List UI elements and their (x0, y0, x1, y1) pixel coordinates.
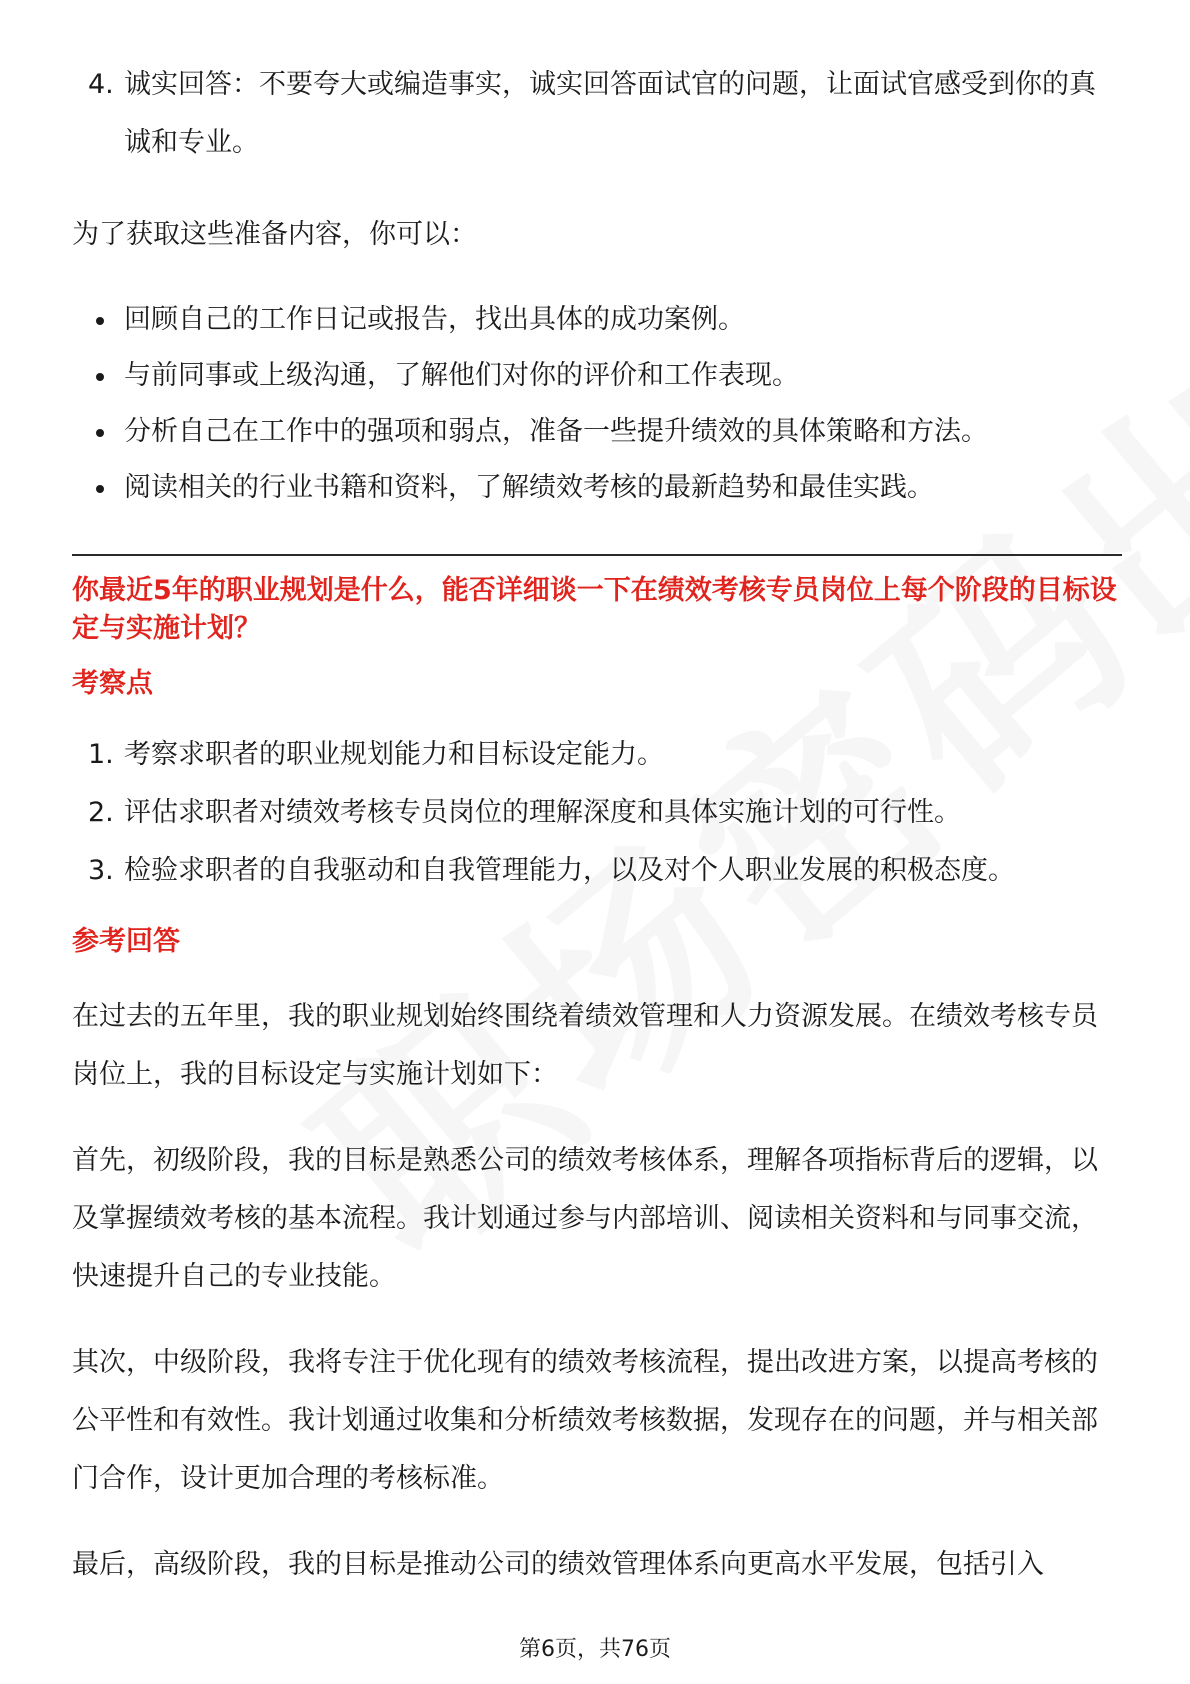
list-item-text: 阅读相关的行业书籍和资料，了解绩效考核的最新趋势和最佳实践。 (124, 472, 934, 503)
assessment-heading: 考察点 (72, 668, 153, 699)
answer-paragraph: 首先，初级阶段，我的目标是熟悉公司的绩效考核体系，理解各项指标背后的逻辑，以及掌握绩效考核的基本流程。我计划通过参与内部培训、阅读相关资料和与同事交流，快速提升自己的专业技能。 (72, 1145, 1098, 1292)
list-item (72, 842, 1122, 900)
answer-paragraph: 最后，高级阶段，我的目标是推动公司的绩效管理体系向更高水平发展，包括引入 (72, 1549, 1044, 1580)
list-number: 2. (88, 797, 114, 828)
bullet-icon (96, 429, 104, 437)
question-title: 你最近5年的职业规划是什么，能否详细谈一下在绩效考核专员岗位上每个阶段的目标设定与实施计划？ (72, 575, 1117, 644)
list-item (72, 348, 1122, 404)
answer-paragraph: 在过去的五年里，我的职业规划始终围绕着绩效管理和人力资源发展。在绩效考核专员岗位上，我的目标设定与实施计划如下： (72, 1001, 1098, 1090)
bullet-icon (96, 317, 104, 325)
list-number: 1. (88, 739, 114, 770)
list-item-text: 回顾自己的工作日记或报告，找出具体的成功案例。 (124, 304, 745, 335)
list-item-text: 考察求职者的职业规划能力和目标设定能力。 (124, 739, 664, 770)
list-item-text: 分析自己在工作中的强项和弱点，准备一些提升绩效的具体策略和方法。 (124, 416, 988, 447)
list-item (72, 404, 1122, 460)
page-content (72, 56, 1122, 1594)
list-item (72, 292, 1122, 348)
bullet-icon (96, 485, 104, 493)
list-item (72, 726, 1122, 784)
answer-heading: 参考回答 (72, 926, 180, 957)
bullet-icon (96, 373, 104, 381)
list-item (72, 784, 1122, 842)
assessment-list (72, 726, 1122, 900)
list-item (72, 460, 1122, 516)
list-number: 3. (88, 855, 114, 886)
list-item-text: 检验求职者的自我驱动和自我管理能力，以及对个人职业发展的积极态度。 (124, 855, 1015, 886)
prep-bullet-list (72, 292, 1122, 516)
tips-list (72, 56, 1122, 172)
prep-intro: 为了获取这些准备内容，你可以： (72, 219, 477, 250)
list-item-text: 诚实回答：不要夸大或编造事实，诚实回答面试官的问题，让面试官感受到你的真诚和专业。 (124, 69, 1096, 158)
list-item-text: 与前同事或上级沟通，了解他们对你的评价和工作表现。 (124, 360, 799, 391)
page-footer: 第6页，共76页 (519, 1637, 671, 1662)
list-item-text: 评估求职者对绩效考核专员岗位的理解深度和具体实施计划的可行性。 (124, 797, 961, 828)
list-number: 4. (88, 69, 114, 100)
answer-paragraph: 其次，中级阶段，我将专注于优化现有的绩效考核流程，提出改进方案，以提高考核的公平性和有效性。我计划通过收集和分析绩效考核数据，发现存在的问题，并与相关部门合作，设计更加合理的考核标准。 (72, 1347, 1098, 1494)
list-item (72, 56, 1122, 172)
